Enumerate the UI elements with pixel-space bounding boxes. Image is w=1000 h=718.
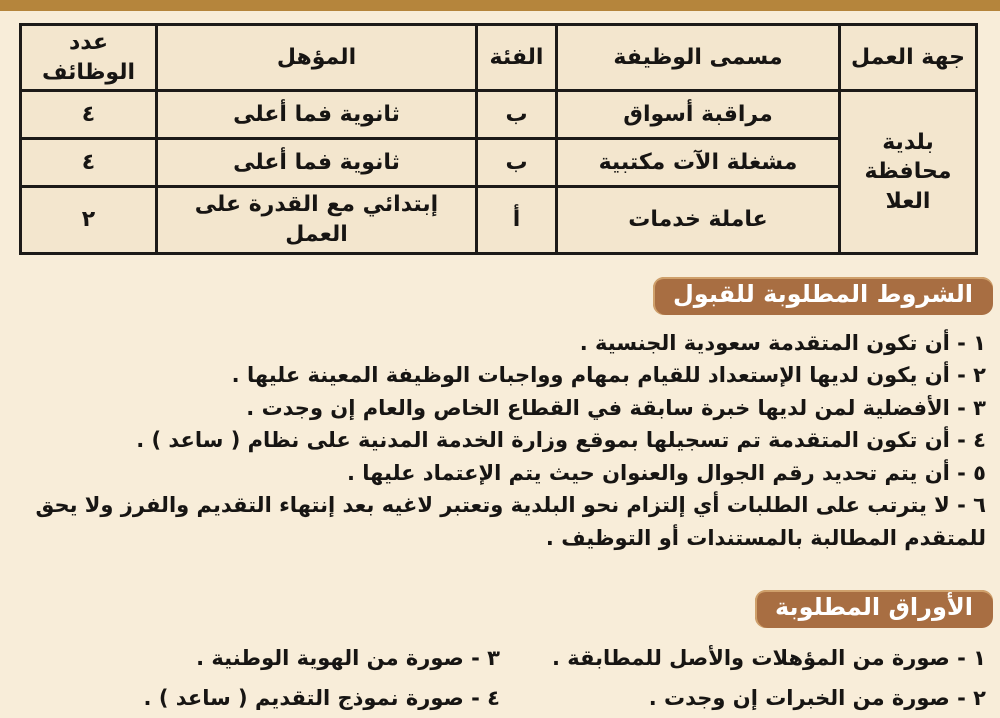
category-cell: ب [477, 91, 557, 139]
document-item: ٤ - صورة نموذج التقديم ( ساعد ) . [143, 686, 500, 711]
table-header-row [21, 25, 977, 91]
count-cell: ٤ [21, 91, 157, 139]
count-cell: ٤ [21, 139, 157, 187]
document-item: ٢ - صورة من الخبرات إن وجدت . [648, 686, 986, 711]
documents-title-label: الأوراق المطلوبة [775, 593, 973, 622]
qualification-cell: ثانوية فما أعلى [157, 91, 477, 139]
document-item: ٣ - صورة من الهوية الوطنية . [196, 646, 500, 671]
documents-list [14, 638, 986, 718]
entity-cell: بلدية محافظة العلا [840, 91, 977, 253]
category-cell: ب [477, 139, 557, 187]
count-cell: ٢ [21, 187, 157, 253]
job-title-cell: مشغلة الآت مكتبية [557, 139, 840, 187]
header-entity: جهة العمل [840, 25, 977, 91]
documents-column-right [500, 638, 986, 718]
condition-item: ٤ - أن تكون المتقدمة تم تسجيلها بموقع وزارة الخدمة المدنية على نظام ( ساعد ) . [136, 428, 986, 453]
qualification-cell: إبتدائي مع القدرة على العمل [157, 187, 477, 253]
condition-item: ١ - أن تكون المتقدمة سعودية الجنسية . [579, 330, 986, 355]
condition-item: ٦ - لا يترتب على الطلبات أي إلتزام نحو البلدية وتعتبر لاغيه بعد إنتهاء التقديم والفرز ولا يحق للمتقدم المطالبة بالمستندات أو التوظيف . [35, 493, 986, 550]
documents-column-left [14, 638, 500, 718]
header-job-title: مسمى الوظيفة [557, 25, 840, 91]
table-row [21, 187, 977, 253]
condition-item: ٢ - أن يكون لديها الإستعداد للقيام بمهام وواجبات الوظيفة المعينة عليها . [231, 363, 986, 388]
header-category: الفئة [477, 25, 557, 91]
job-title-cell: مراقبة أسواق [557, 91, 840, 139]
top-accent-bar [0, 0, 1000, 11]
job-title-cell: عاملة خدمات [557, 187, 840, 253]
conditions-title-label: الشروط المطلوبة للقبول [672, 279, 973, 308]
document-item: ١ - صورة من المؤهلات والأصل للمطابقة . [551, 646, 986, 671]
conditions-list [14, 327, 986, 555]
category-cell: أ [477, 187, 557, 253]
table-row [21, 91, 977, 139]
header-count: عدد الوظائف [21, 25, 157, 91]
header-qualification: المؤهل [157, 25, 477, 91]
qualification-cell: ثانوية فما أعلى [157, 139, 477, 187]
condition-item: ٥ - أن يتم تحديد رقم الجوال والعنوان حيث يتم الإعتماد عليها . [346, 460, 986, 485]
table-row [21, 139, 977, 187]
jobs-table [19, 23, 978, 255]
condition-item: ٣ - الأفضلية لمن لديها خبرة سابقة في القطاع الخاص والعام إن وجدت . [246, 395, 986, 420]
conditions-section-title [653, 277, 993, 315]
documents-section-title [755, 590, 993, 628]
